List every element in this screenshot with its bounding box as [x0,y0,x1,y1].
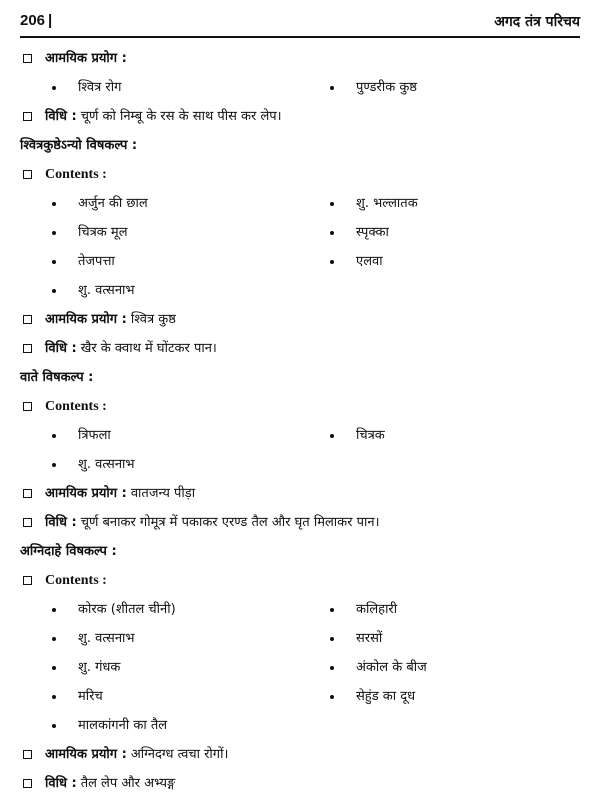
section-heading-text: वाते विषकल्प : [20,370,94,385]
bullet-text: पुण्डरीक कुष्ठ [356,80,417,95]
checkbox-square-icon [23,489,32,498]
label-line [20,102,580,131]
bullet-icon [330,86,334,90]
label-line [20,740,580,769]
bullet-icon [52,231,56,235]
bullet-item [52,421,302,450]
item-text: खैर के क्वाथ में घोंटकर पान। [80,341,217,356]
checkbox-square-icon [23,779,32,788]
bullet-icon [52,695,56,699]
bullet-text: शु. भल्लातक [356,196,418,211]
item-text: चूर्ण बनाकर गोमूत्र में पकाकर एरण्ड तैल और घृत मिलाकर पान। [80,515,380,530]
bullet-item [52,189,302,218]
bullet-text: कलिहारी [356,602,398,617]
bullet-item [330,247,580,276]
bullet-row [20,450,580,479]
bullet-text: सरसों [356,631,383,646]
label-line [20,508,580,537]
label-line [20,44,580,73]
bullet-icon [52,637,56,641]
bullet-row [20,247,580,276]
bullet-text: चित्रक [356,428,385,443]
bullet-row [20,276,580,305]
bullet-item [330,595,580,624]
bullet-icon [330,666,334,670]
label-line [20,769,580,798]
section-heading-text: अग्निदाहे विषकल्प : [20,544,117,559]
bullet-icon [52,608,56,612]
checkbox-square-icon [23,518,32,527]
checkbox-square-icon [23,170,32,179]
bullet-row [20,189,580,218]
bullet-text: सेहुंड का दूध [356,689,416,704]
bullet-icon [52,260,56,264]
contents-label: Contents : [45,399,107,414]
checkbox-square-icon [23,750,32,759]
bullet-icon [52,86,56,90]
bullet-item [52,682,302,711]
bullet-row [20,711,580,740]
checkbox-square-icon [23,112,32,121]
bullet-item [330,218,580,247]
bullet-row [20,682,580,711]
bullet-text: मालकांगनी का तैल [78,718,168,733]
label-line [20,305,580,334]
bullet-text: एलवा [356,254,383,269]
checkbox-square-icon [23,344,32,353]
bullet-row [20,624,580,653]
item-text: वातजन्य पीड़ा [130,486,196,501]
bullet-item [330,682,580,711]
bullet-text: शु. वत्सनाभ [78,457,135,472]
item-label: आमयिक प्रयोग : [45,51,127,66]
bullet-text: अर्जुन की छाल [78,196,148,211]
bullet-icon [330,608,334,612]
bullet-row [20,218,580,247]
bullet-icon [330,260,334,264]
label-line [20,479,580,508]
bullet-item [52,218,302,247]
page-number: 206 | [20,12,53,29]
bullet-item [52,276,302,305]
section-heading [20,131,580,160]
contents-label: Contents : [45,573,107,588]
bullet-icon [330,637,334,641]
bullet-text: शु. वत्सनाभ [78,631,135,646]
bullet-item [330,624,580,653]
item-label: आमयिक प्रयोग : [45,312,127,327]
section-heading [20,537,580,566]
item-label: आमयिक प्रयोग : [45,486,127,501]
item-label: विधि : [45,776,77,791]
bullet-icon [330,202,334,206]
label-line [20,334,580,363]
item-text: तैल लेप और अभ्यङ्ग [80,776,176,791]
bullet-text: शु. वत्सनाभ [78,283,135,298]
item-text: चूर्ण को निम्बू के रस के साथ पीस कर लेप। [80,109,282,124]
bullet-item [52,247,302,276]
bullet-icon [52,434,56,438]
bullet-icon [330,231,334,235]
checkbox-square-icon [23,54,32,63]
item-label: विधि : [45,341,77,356]
contents-line [20,392,580,421]
section-heading-text: श्वित्रकुष्ठेऽन्यो विषकल्प : [20,138,138,153]
item-label: विधि : [45,515,77,530]
checkbox-square-icon [23,576,32,585]
page-content [20,44,580,798]
bullet-item [52,595,302,624]
bullet-item [330,189,580,218]
item-text: अग्निदग्ध त्वचा रोगों। [130,747,229,762]
bullet-text: त्रिफला [78,428,111,443]
bullet-icon [330,434,334,438]
bullet-icon [52,289,56,293]
contents-line [20,566,580,595]
bullet-item [52,711,302,740]
bullet-row [20,653,580,682]
bullet-text: श्वित्र रोग [78,80,122,95]
bullet-item [330,653,580,682]
running-title: अगद तंत्र परिचय [494,14,580,30]
bullet-icon [52,666,56,670]
bullet-text: स्पृक्का [356,225,389,240]
bullet-icon [52,724,56,728]
item-label: विधि : [45,109,77,124]
bullet-row [20,595,580,624]
checkbox-square-icon [23,315,32,324]
bullet-text: शु. गंधक [78,660,121,675]
bullet-item [330,421,580,450]
bullet-text: चित्रक मूल [78,225,128,240]
bullet-item [52,450,302,479]
item-text: श्वित्र कुष्ठ [130,312,176,327]
bullet-text: मरिच [78,689,103,704]
contents-line [20,160,580,189]
checkbox-square-icon [23,402,32,411]
bullet-icon [52,202,56,206]
bullet-item [52,73,302,102]
bullet-item [52,653,302,682]
bullet-row [20,73,580,102]
bullet-row [20,421,580,450]
bullet-item [52,624,302,653]
bullet-item [330,73,580,102]
page-header [20,6,580,38]
section-heading [20,363,580,392]
bullet-icon [330,695,334,699]
bullet-text: तेजपत्ता [78,254,115,269]
bullet-text: अंकोल के बीज [356,660,427,675]
bullet-icon [52,463,56,467]
bullet-text: कोरक (शीतल चीनी) [78,602,176,617]
item-label: आमयिक प्रयोग : [45,747,127,762]
contents-label: Contents : [45,167,107,182]
